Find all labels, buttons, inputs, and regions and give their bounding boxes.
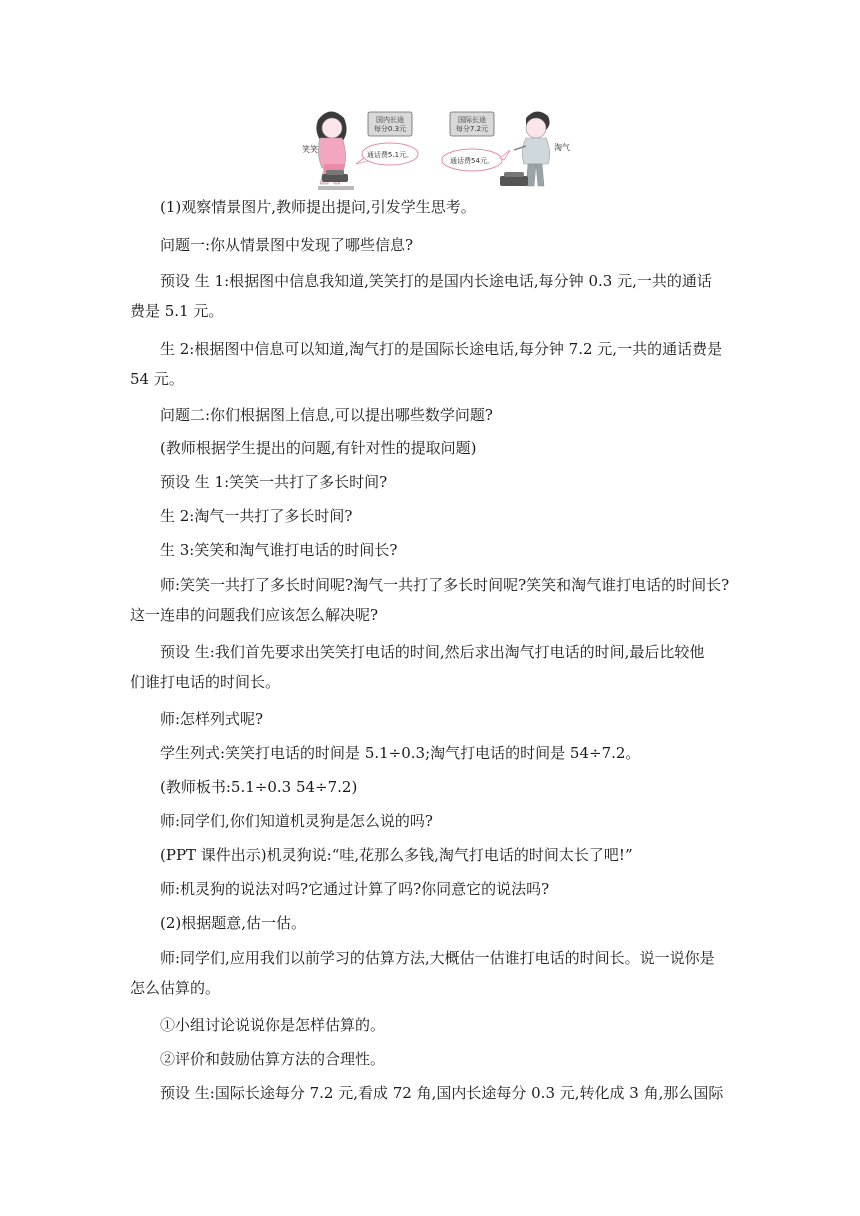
line-12: 师:笑笑一共打了多长时间呢?淘气一共打了多长时间呢?笑笑和淘气谁打电话的时间长? — [160, 576, 730, 594]
line-1: (1)观察情景图片,教师提出提问,引发学生思考。 — [160, 198, 476, 216]
line-26: ②评价和鼓励估算方法的合理性。 — [160, 1050, 386, 1068]
line-19: 师:同学们,你们知道机灵狗是怎么说的吗? — [160, 812, 433, 830]
line-3: 预设 生 1:根据图中信息我知道,笑笑打的是国内长途电话,每分钟 0.3 元,一共的通话 — [160, 272, 712, 290]
svg-text:国际长途: 国际长途 — [458, 116, 486, 124]
line-4: 费是 5.1 元。 — [130, 302, 224, 320]
svg-text:通话费54元。: 通话费54元。 — [450, 157, 494, 165]
sign-international — [450, 112, 494, 136]
sign-domestic — [368, 112, 412, 136]
svg-text:国内长途: 国内长途 — [376, 116, 404, 124]
line-8: (教师根据学生提出的问题,有针对性的提取问题) — [160, 439, 477, 457]
svg-text:通话费5.1元。: 通话费5.1元。 — [366, 151, 414, 159]
line-14: 预设 生:我们首先要求出笑笑打电话的时间,然后求出淘气打电话的时间,最后比较他 — [160, 643, 705, 661]
line-21: 师:机灵狗的说法对吗?它通过计算了吗?你同意它的说法吗? — [160, 880, 550, 898]
line-10: 生 2:淘气一共打了多长时间? — [160, 507, 353, 525]
svg-text:每分0.3元: 每分0.3元 — [373, 125, 407, 133]
line-18: (教师板书:5.1÷0.3 54÷7.2) — [160, 778, 358, 796]
line-2: 问题一:你从情景图中发现了哪些信息? — [160, 236, 414, 254]
phone-call-illustration — [300, 102, 578, 192]
line-22: (2)根据题意,估一估。 — [160, 914, 307, 932]
line-17: 学生列式:笑笑打电话的时间是 5.1÷0.3;淘气打电话的时间是 54÷7.2。 — [160, 744, 641, 762]
line-15: 们谁打电话的时间长。 — [130, 673, 281, 691]
line-6: 54 元。 — [130, 370, 184, 388]
line-27: 预设 生:国际长途每分 7.2 元,看成 72 角,国内长途每分 0.3 元,转化成 3 角,那么国际 — [160, 1084, 724, 1102]
telephone-right-icon — [500, 172, 528, 186]
line-5: 生 2:根据图中信息可以知道,淘气打的是国际长途电话,每分钟 7.2 元,一共的通话费是 — [160, 340, 723, 358]
line-20: (PPT 课件出示)机灵狗说:“哇,花那么多钱,淘气打电话的时间太长了吧!” — [160, 846, 633, 864]
bubble-left — [356, 143, 418, 165]
line-16: 师:怎样列式呢? — [160, 710, 264, 728]
name-left: 笑笑 — [302, 145, 318, 154]
line-25: ①小组讨论说说你是怎样估算的。 — [160, 1016, 386, 1034]
line-7: 问题二:你们根据图上信息,可以提出哪些数学问题? — [160, 406, 493, 424]
name-right: 淘气 — [554, 143, 570, 152]
line-13: 这一连串的问题我们应该怎么解决呢? — [130, 606, 379, 624]
line-24: 怎么估算的。 — [130, 979, 221, 997]
line-9: 预设 生 1:笑笑一共打了多长时间? — [160, 473, 388, 491]
line-11: 生 3:笑笑和淘气谁打电话的时间长? — [160, 541, 398, 559]
bubble-right — [442, 149, 510, 171]
line-23: 师:同学们,应用我们以前学习的估算方法,大概估一估谁打电话的时间长。说一说你是 — [160, 949, 715, 967]
svg-text:每分7.2元: 每分7.2元 — [455, 125, 489, 133]
